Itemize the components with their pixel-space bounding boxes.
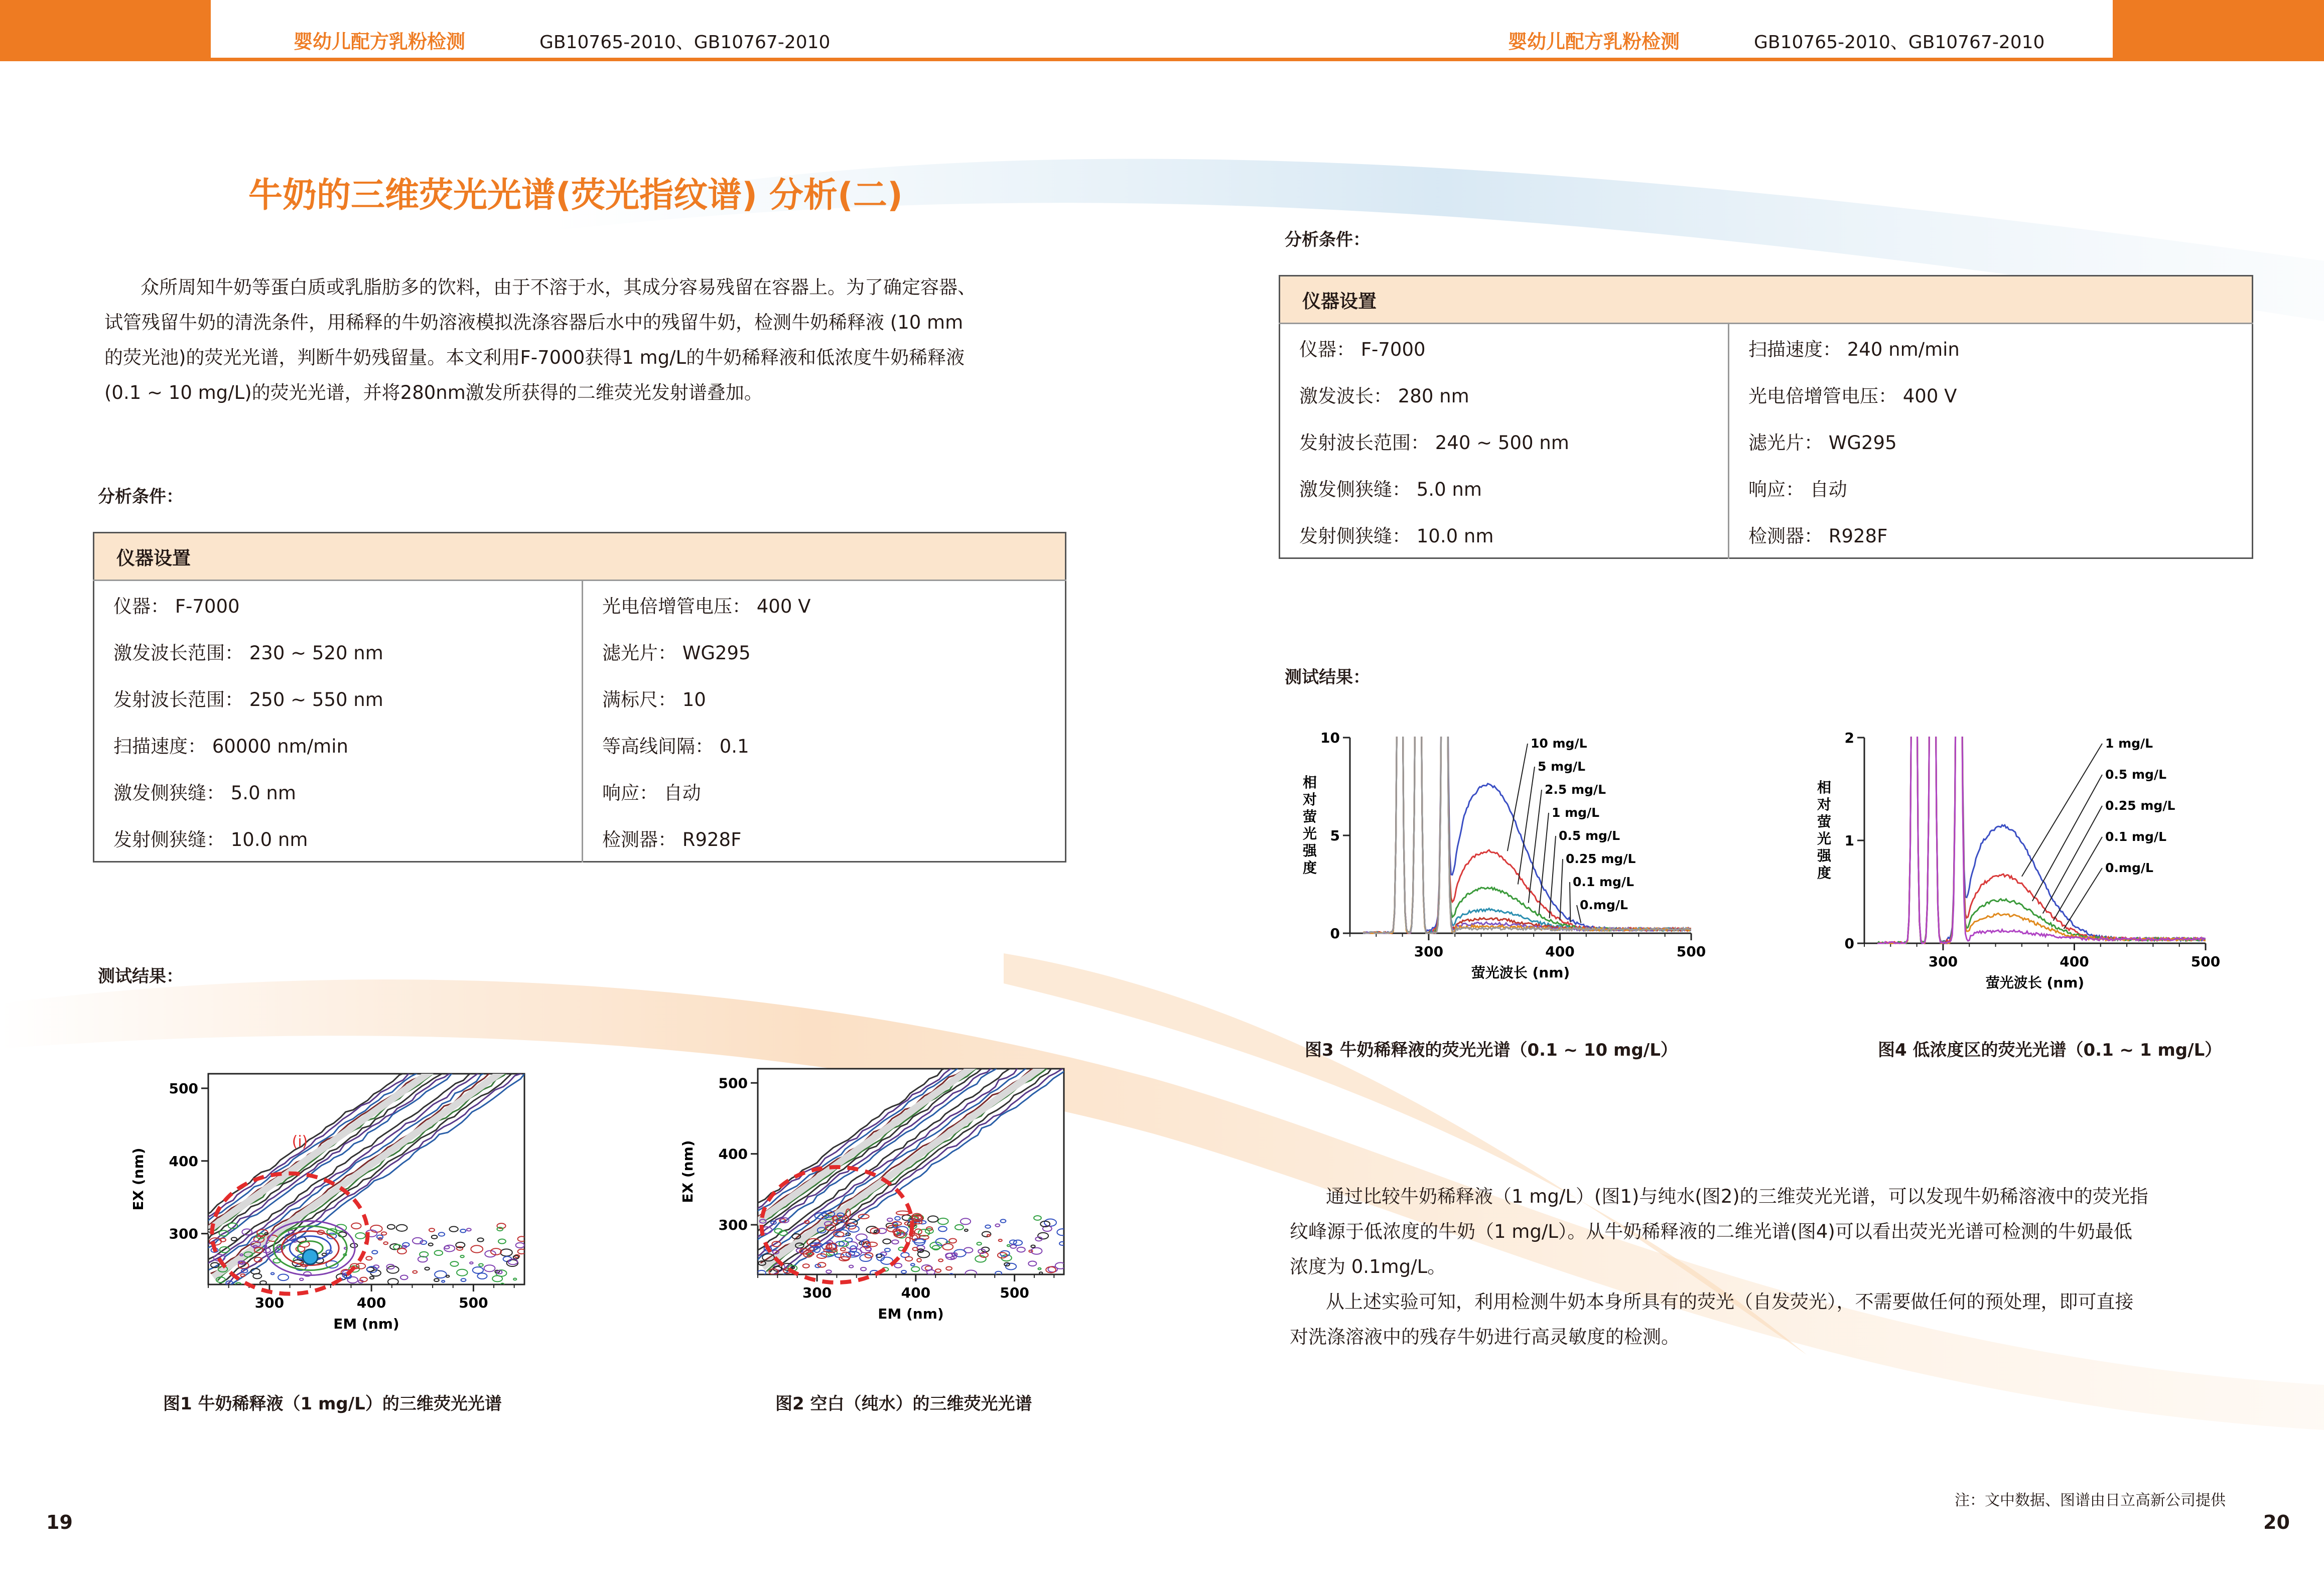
left-results-label: 测试结果： — [98, 966, 183, 986]
table-row — [94, 628, 1066, 674]
table-row — [94, 814, 1066, 862]
y-tick-label: 10 — [1320, 730, 1340, 746]
table-row — [94, 768, 1066, 814]
header-right-standard: GB10765-2010、GB10767-2010 — [1754, 32, 2045, 53]
y-axis-label: EX (nm) — [130, 1148, 147, 1211]
y-axis-label-char: 度 — [1302, 859, 1317, 876]
table-cell: 发射侧狭缝： 10.0 nm — [1280, 511, 1729, 558]
table-cell: 滤光片： WG295 — [602, 642, 751, 664]
y-tick-label: 500 — [169, 1080, 198, 1097]
intro-paragraph — [104, 270, 1068, 410]
right-instrument-table — [1279, 275, 2253, 559]
footnote: 注：文中数据、图谱由日立高新公司提供 — [1955, 1492, 2226, 1509]
y-tick-label: 0 — [1844, 935, 1854, 952]
table-cell: 发射波长范围： 240 ~ 500 nm — [1280, 417, 1729, 464]
header-left-title: 婴幼儿配方乳粉检测 — [294, 31, 466, 53]
header-right-title: 婴幼儿配方乳粉检测 — [1508, 31, 1680, 53]
fig1-contour-plot — [120, 1064, 572, 1345]
x-tick-label: 300 — [802, 1284, 832, 1301]
fingerprint-marker — [303, 1249, 318, 1264]
x-axis-label: 萤光波长 (nm) — [1985, 974, 2085, 991]
y-axis-label-char: 对 — [1817, 796, 1832, 813]
y-tick-label: 2 — [1844, 730, 1854, 746]
table-row — [1280, 417, 2253, 464]
page-number-left: 19 — [46, 1511, 73, 1533]
x-tick-label: 500 — [1676, 943, 1706, 960]
table-cell: 激发波长范围： 230 ~ 520 nm — [94, 628, 583, 674]
table-cell: 检测器： R928F — [602, 828, 742, 850]
table-cell: 等高线间隔： 0.1 — [602, 735, 749, 757]
series-leader-line — [1529, 790, 1542, 903]
y-tick-label: 1 — [1844, 832, 1854, 849]
x-axis-label: EM (nm) — [878, 1306, 944, 1322]
conclusion-line: 浓度为 0.1mg/L。 — [1290, 1256, 1446, 1277]
y-axis-label-char: 强 — [1817, 847, 1832, 864]
series-label: 0.mg/L — [2105, 861, 2153, 875]
series-leader-line — [1560, 859, 1563, 921]
table-cell: 满标尺： 10 — [602, 688, 706, 710]
y-axis-label-char: 相 — [1302, 774, 1317, 791]
series-label: 2.5 mg/L — [1545, 782, 1606, 797]
series-leader-line — [2032, 775, 2102, 901]
series-label: 1 mg/L — [2105, 736, 2153, 751]
table-cell: 发射侧狭缝： 10.0 nm — [94, 814, 583, 862]
table-row — [94, 674, 1066, 721]
table-cell: 激发侧狭缝： 5.0 nm — [94, 768, 583, 814]
series-label: 0.25 mg/L — [2105, 798, 2175, 813]
header-right-block — [2113, 0, 2324, 61]
y-axis-label-char: 光 — [1302, 825, 1317, 842]
series-label: 5 mg/L — [1538, 759, 1586, 774]
x-tick-label: 500 — [1000, 1284, 1029, 1301]
conclusion-line: 对洗涤溶液中的残存牛奶进行高灵敏度的检测。 — [1290, 1326, 1680, 1348]
y-axis-label-char: 对 — [1302, 791, 1317, 808]
fig2-caption: 图2 空白（纯水）的三维荧光光谱 — [775, 1394, 1032, 1414]
series-leader-line — [2064, 868, 2102, 929]
series-label: 0.mg/L — [1580, 898, 1628, 912]
table-cell: 扫描速度： 240 nm/min — [1748, 338, 1960, 360]
series-label: 1 mg/L — [1552, 805, 1600, 820]
conclusion-line: 从上述实验可知，利用检测牛奶本身所具有的荧光（自发荧光），不需要做任何的预处理，即可直接 — [1326, 1291, 2134, 1313]
table-cell: 激发侧狭缝： 5.0 nm — [1280, 464, 1729, 511]
header-left-standard: GB10765-2010、GB10767-2010 — [539, 32, 831, 53]
table-row — [1280, 464, 2253, 511]
y-axis-label-char: 光 — [1817, 830, 1832, 847]
series-label: 0.1 mg/L — [2105, 829, 2166, 844]
conclusion-line: 通过比较牛奶稀释液（1 mg/L）(图1)与纯水(图2)的三维荧光光谱，可以发现牛奶稀溶液中的荧光指 — [1326, 1186, 2148, 1207]
table-cell: 仪器： F-7000 — [94, 581, 583, 628]
intro-line: 众所周知牛奶等蛋白质或乳脂肪多的饮料，由于不溶于水，其成分容易残留在容器上。为了确定容器、 — [141, 276, 976, 298]
series-label: 0.25 mg/L — [1566, 851, 1636, 866]
table-row — [94, 581, 1066, 628]
page-number-right: 20 — [2263, 1511, 2290, 1533]
x-axis-label: EM (nm) — [333, 1316, 399, 1332]
x-tick-label: 400 — [1545, 943, 1575, 960]
table-cell: 仪器： F-7000 — [1280, 324, 1729, 371]
y-axis-label-char: 萤 — [1817, 813, 1832, 830]
series-leader-line — [1539, 813, 1549, 914]
table-cell: 光电倍增管电压： 400 V — [602, 595, 811, 617]
right-conditions-label: 分析条件： — [1285, 230, 1370, 250]
x-tick-label: 400 — [901, 1284, 931, 1301]
intro-line: (0.1 ~ 10 mg/L)的荧光光谱，并将280nm激发所获得的二维荧光发射谱叠加。 — [104, 382, 763, 403]
left-instrument-table — [93, 532, 1066, 863]
table-header: 仪器设置 — [94, 533, 1066, 581]
table-cell: 响应： 自动 — [602, 782, 701, 804]
y-axis-label-char: 度 — [1817, 865, 1832, 881]
table-cell: 扫描速度： 60000 nm/min — [94, 721, 583, 768]
left-conditions-label: 分析条件： — [98, 487, 183, 507]
right-results-label: 测试结果： — [1285, 667, 1370, 687]
series-label: 0.1 mg/L — [1573, 875, 1634, 889]
series-label: 0.5 mg/L — [1559, 828, 1620, 843]
table-cell: 滤光片： WG295 — [1748, 432, 1897, 454]
series-leader-line — [2022, 744, 2102, 877]
x-tick-label: 400 — [356, 1295, 386, 1311]
y-axis-label-char: 强 — [1302, 842, 1317, 859]
fig4-line-chart — [1802, 723, 2243, 1003]
series-leader-line — [2043, 806, 2102, 914]
table-cell: 检测器： R928F — [1748, 525, 1888, 547]
intro-line: 的荧光池)的荧光光谱，判断牛奶残留量。本文利用F-7000获得1 mg/L的牛奶稀释液和低浓度牛奶稀释液 — [104, 347, 965, 368]
header-left-block — [0, 0, 211, 61]
fig2-contour-plot — [677, 1059, 1079, 1330]
table-row — [1280, 511, 2253, 558]
annotation-label: (i) — [292, 1132, 308, 1151]
y-tick-label: 300 — [169, 1225, 198, 1242]
fig3-caption: 图3 牛奶稀释液的荧光光谱（0.1 ~ 10 mg/L） — [1305, 1040, 1678, 1060]
x-axis-label: 萤光波长 (nm) — [1471, 964, 1570, 981]
table-cell: 激发波长： 280 nm — [1280, 371, 1729, 417]
y-tick-label: 5 — [1330, 827, 1340, 844]
fig3-line-chart — [1290, 723, 1721, 1003]
y-tick-label: 400 — [169, 1153, 198, 1170]
x-tick-label: 500 — [2191, 953, 2221, 970]
fig4-caption: 图4 低浓度区的荧光光谱（0.1 ~ 1 mg/L） — [1878, 1040, 2222, 1060]
page-title: 牛奶的三维荧光光谱(荧光指纹谱) 分析(二) — [248, 176, 903, 215]
conclusion-line: 纹峰源于低浓度的牛奶（1 mg/L）。从牛奶稀释液的二维光谱(图4)可以看出荧光光谱可检测的牛奶最低 — [1290, 1221, 2132, 1242]
table-cell: 发射波长范围： 250 ~ 550 nm — [94, 674, 583, 721]
table-cell: 响应： 自动 — [1748, 478, 1847, 500]
series-label: 10 mg/L — [1531, 736, 1587, 751]
series-label: 0.5 mg/L — [2105, 767, 2166, 782]
table-row — [94, 721, 1066, 768]
table-row — [1280, 371, 2253, 417]
x-tick-label: 300 — [1928, 953, 1958, 970]
table-cell: 光电倍增管电压： 400 V — [1748, 385, 1957, 407]
fig1-caption: 图1 牛奶稀释液（1 mg/L）的三维荧光光谱 — [163, 1394, 502, 1414]
y-axis-label-char: 相 — [1817, 779, 1832, 796]
table-header: 仪器设置 — [1280, 276, 2253, 324]
x-tick-label: 400 — [2060, 953, 2089, 970]
intro-line: 试管残留牛奶的清洗条件，用稀释的牛奶溶液模拟洗涤容器后水中的残留牛奶，检测牛奶稀释液 (10 mm — [104, 312, 964, 333]
header-line — [0, 58, 2324, 61]
y-tick-label: 400 — [718, 1145, 748, 1163]
y-axis-label: EX (nm) — [679, 1140, 696, 1203]
y-tick-label: 0 — [1330, 925, 1340, 942]
y-axis-label-char: 萤 — [1302, 808, 1317, 825]
y-tick-label: 300 — [718, 1217, 748, 1234]
conclusion-paragraph — [1290, 1179, 2253, 1355]
x-tick-label: 300 — [1414, 943, 1444, 960]
y-tick-label: 500 — [718, 1075, 748, 1092]
x-tick-label: 300 — [254, 1295, 285, 1311]
table-row — [1280, 324, 2253, 371]
x-tick-label: 500 — [459, 1295, 488, 1311]
